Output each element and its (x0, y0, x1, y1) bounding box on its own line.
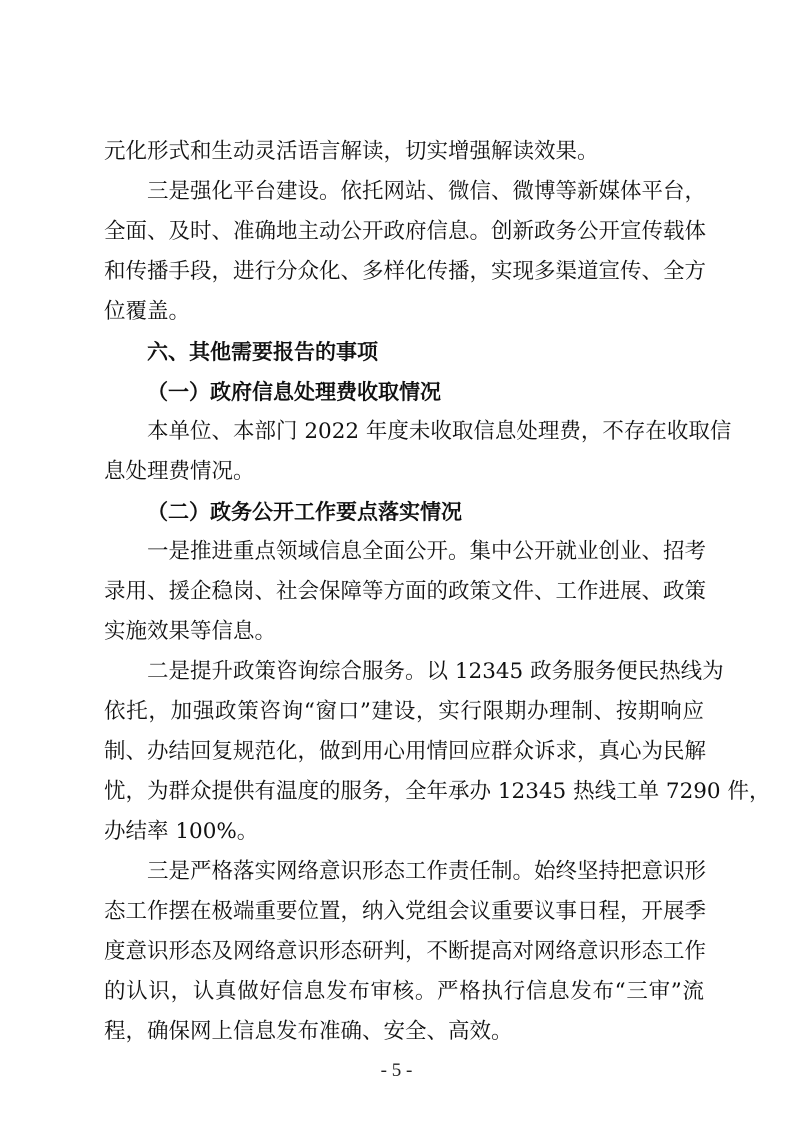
body-text-line: 息处理费情况。 (104, 459, 255, 484)
body-text-line: 度意识形态及网络意识形态研判，不断提高对网络意识形态工作 (104, 939, 707, 964)
body-text-line: 录用、援企稳岗、社会保障等方面的政策文件、工作进展、政策 (104, 579, 707, 604)
subsection-heading: （二）政务公开工作要点落实情况 (147, 500, 462, 524)
body-text-line: 二是提升政策咨询综合服务。以 12345 政务服务便民热线为 (147, 659, 724, 684)
body-text-line: 程，确保网上信息发布准确、安全、高效。 (104, 1019, 513, 1044)
body-text-line: 位覆盖。 (104, 299, 191, 324)
body-text-line: 的认识，认真做好信息发布审核。严格执行信息发布“三审”流 (104, 979, 704, 1004)
body-text-line: 全面、及时、准确地主动公开政府信息。创新政务公开宣传载体 (104, 219, 707, 244)
body-text-line: 一是推进重点领域信息全面公开。集中公开就业创业、招考 (147, 539, 707, 564)
body-text-line: 三是严格落实网络意识形态工作责任制。始终坚持把意识形 (147, 859, 707, 884)
body-text-line: 实施效果等信息。 (104, 619, 277, 644)
body-text-line: 本单位、本部门 2022 年度未收取信息处理费，不存在收取信 (147, 419, 732, 444)
body-text-line: 态工作摆在极端重要位置，纳入党组会议重要议事日程，开展季 (104, 899, 707, 924)
body-text-line: 三是强化平台建设。依托网站、微信、微博等新媒体平台， (147, 179, 707, 204)
body-text-line: 制、办结回复规范化，做到用心用情回应群众诉求，真心为民解 (104, 739, 707, 764)
section-heading: 六、其他需要报告的事项 (147, 340, 378, 364)
body-text-line: 办结率 100%。 (104, 819, 259, 844)
body-text-line: 和传播手段，进行分众化、多样化传播，实现多渠道宣传、全方 (104, 259, 707, 284)
page-number: - 5 - (380, 1060, 413, 1081)
body-text-line: 忧，为群众提供有温度的服务，全年承办 12345 热线工单 7290 件， (104, 779, 771, 804)
subsection-heading: （一）政府信息处理费收取情况 (147, 380, 441, 404)
body-text-line: 依托，加强政策咨询“窗口”建设，实行限期办理制、按期响应 (104, 699, 704, 724)
body-text-line: 元化形式和生动灵活语言解读，切实增强解读效果。 (104, 139, 599, 164)
